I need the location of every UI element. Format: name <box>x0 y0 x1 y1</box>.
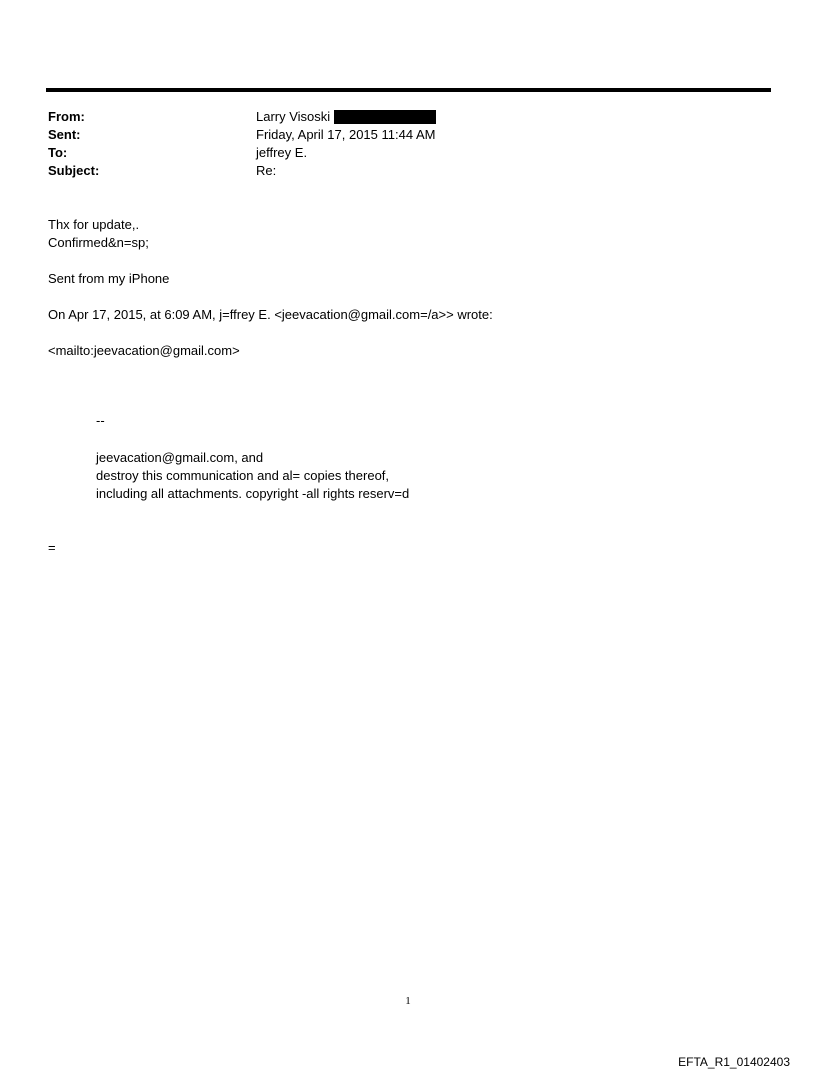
to-label: To: <box>48 145 68 160</box>
body-line-quote-intro: On Apr 17, 2015, at 6:09 AM, j=ffrey E. <jeevacation@gmail.com=/a>> wrote: <box>48 307 493 322</box>
redaction-box <box>334 110 436 124</box>
body-line-signature: Sent from my iPhone <box>48 271 170 286</box>
from-value-wrap <box>256 108 436 126</box>
body-line-thanks: Thx for update,. <box>48 217 140 232</box>
subject-row <box>48 162 748 180</box>
quoted-signature-separator: -- <box>96 413 105 428</box>
from-row <box>48 108 748 126</box>
page-number: 1 <box>405 995 411 1007</box>
to-value: jeffrey E. <box>256 145 308 160</box>
quoted-line-3: including all attachments. copyright -all rights reserv=d <box>96 486 410 501</box>
document-id: EFTA_R1_01402403 <box>678 1055 790 1069</box>
email-header <box>48 108 748 180</box>
subject-label: Subject: <box>48 163 100 178</box>
quoted-line-1: jeevacation@gmail.com, and <box>96 450 264 465</box>
to-row <box>48 144 748 162</box>
quoted-line-2: destroy this communication and al= copies thereof, <box>96 468 390 483</box>
sent-value: Friday, April 17, 2015 11:44 AM <box>256 127 436 142</box>
header-divider <box>46 88 771 92</box>
sent-label: Sent: <box>48 127 81 142</box>
body-line-confirmed: Confirmed&n=sp; <box>48 235 149 250</box>
body-line-mailto: <mailto:jeevacation@gmail.com> <box>48 343 240 358</box>
body-trailer: = <box>48 540 56 555</box>
sent-row <box>48 126 748 144</box>
from-label: From: <box>48 109 85 124</box>
from-value: Larry Visoski <box>256 109 331 124</box>
subject-value: Re: <box>256 163 277 178</box>
